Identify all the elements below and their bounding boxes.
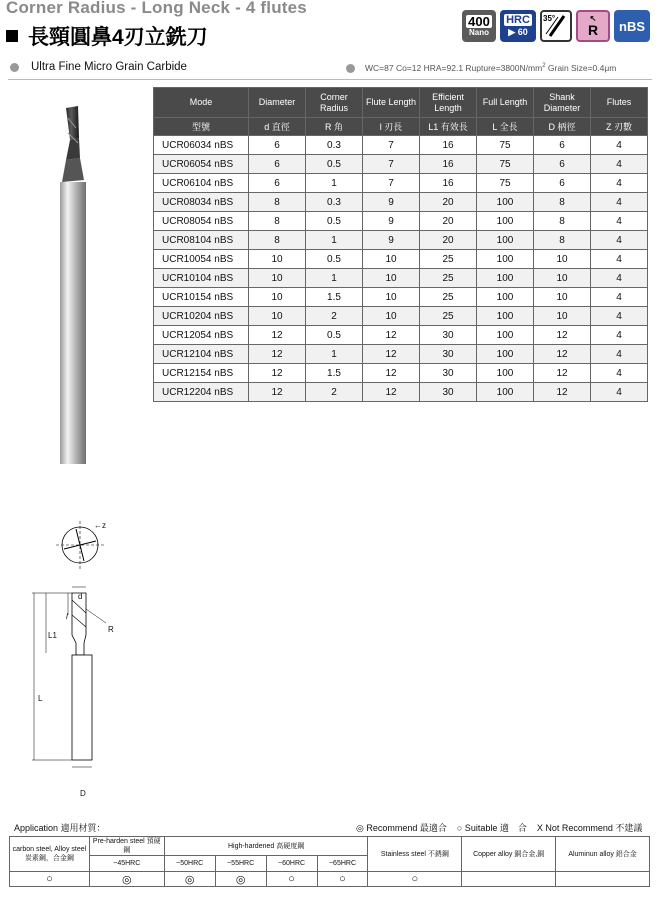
value-cell: 4 (591, 250, 648, 269)
column-header: Full Length (477, 88, 534, 118)
table-row (154, 250, 648, 269)
value-cell: 4 (591, 155, 648, 174)
diameter-d-label: d (78, 592, 83, 601)
value-cell: 100 (477, 288, 534, 307)
spec-sup: 2 (542, 63, 546, 70)
value-cell: 0.5 (306, 155, 363, 174)
table-row (154, 307, 648, 326)
table-row (154, 364, 648, 383)
coating-badge: nBS (614, 10, 650, 42)
model-cell: UCR06104 nBS (154, 174, 249, 193)
value-cell: 25 (420, 269, 477, 288)
value-cell: 0.3 (306, 136, 363, 155)
end-mill-photo (48, 88, 92, 464)
hrc-badge-value: ▶ 60 (508, 27, 528, 37)
application-rating: ◎ (215, 872, 266, 887)
nano-badge (462, 10, 496, 42)
application-rating: ◎ (164, 872, 215, 887)
value-cell: 12 (363, 383, 420, 402)
value-cell: 7 (363, 174, 420, 193)
model-cell: UCR08054 nBS (154, 212, 249, 231)
value-cell: 10 (534, 288, 591, 307)
table-row (154, 155, 648, 174)
app-col-highhard: High-hardened 高硬度鋼 (164, 837, 368, 856)
corner-radius-badge (576, 10, 610, 42)
legend-not-recommend: X Not Recommend 不建議 (536, 823, 643, 833)
value-cell: 12 (363, 326, 420, 345)
value-cell: 12 (249, 383, 306, 402)
value-cell: 25 (420, 250, 477, 269)
application-rating (462, 872, 556, 887)
value-cell: 100 (477, 383, 534, 402)
value-cell: 30 (420, 364, 477, 383)
model-cell: UCR06054 nBS (154, 155, 249, 174)
value-cell: 9 (363, 193, 420, 212)
model-cell: UCR08104 nBS (154, 231, 249, 250)
value-cell: 4 (591, 326, 648, 345)
column-subheader: Z 刃數 (591, 118, 648, 136)
value-cell: 12 (363, 364, 420, 383)
value-cell: 8 (534, 193, 591, 212)
app-col-aluminum: Aluminun alloy 鋁合金 (556, 837, 650, 872)
title-chinese-text: 長頸圓鼻4刃立銑刀 (28, 26, 208, 49)
value-cell: 20 (420, 193, 477, 212)
value-cell: 75 (477, 174, 534, 193)
value-cell: 7 (363, 136, 420, 155)
value-cell: 12 (534, 364, 591, 383)
bullet-icon (10, 63, 19, 72)
value-cell: 4 (591, 212, 648, 231)
hrc-badge (500, 10, 536, 42)
value-cell: 4 (591, 307, 648, 326)
nano-badge-label: Nano (469, 27, 489, 37)
material-line (10, 61, 187, 73)
value-cell: 100 (477, 250, 534, 269)
value-cell: 25 (420, 307, 477, 326)
value-cell: 12 (249, 364, 306, 383)
value-cell: 10 (363, 307, 420, 326)
value-cell: 6 (534, 155, 591, 174)
value-cell: 8 (534, 212, 591, 231)
value-cell: 10 (363, 269, 420, 288)
table-row (154, 269, 648, 288)
value-cell: 9 (363, 212, 420, 231)
column-header: Flutes (591, 88, 648, 118)
value-cell: 6 (249, 174, 306, 193)
table-row (154, 288, 648, 307)
application-rating: ◎ (89, 872, 164, 887)
value-cell: 16 (420, 174, 477, 193)
value-cell: 1 (306, 231, 363, 250)
column-header: Diameter (249, 88, 306, 118)
value-cell: 100 (477, 231, 534, 250)
value-cell: 16 (420, 155, 477, 174)
corner-r-label: R (108, 625, 114, 634)
application-rating: ○ (317, 872, 368, 887)
value-cell: 9 (363, 231, 420, 250)
model-cell: UCR10154 nBS (154, 288, 249, 307)
spec-tail: Grain Size=0.4μm (545, 63, 617, 73)
value-cell: 4 (591, 136, 648, 155)
app-sub-hrc: ~65HRC (317, 856, 368, 872)
value-cell: 1 (306, 345, 363, 364)
column-header: Shank Diameter (534, 88, 591, 118)
column-subheader: R 角 (306, 118, 363, 136)
value-cell: 6 (249, 136, 306, 155)
app-sub-hrc: ~60HRC (266, 856, 317, 872)
nano-badge-value: 400 (468, 13, 490, 29)
value-cell: 1.5 (306, 288, 363, 307)
app-col-stainless: Stainless steel 不銹鋼 (368, 837, 462, 872)
column-subheader: 型號 (154, 118, 249, 136)
value-cell: 6 (534, 174, 591, 193)
effective-length-label: L1 (48, 631, 57, 640)
value-cell: 4 (591, 383, 648, 402)
value-cell: 12 (363, 345, 420, 364)
table-row (154, 383, 648, 402)
application-rating: ○ (266, 872, 317, 887)
value-cell: 100 (477, 212, 534, 231)
value-cell: 100 (477, 307, 534, 326)
model-cell: UCR12054 nBS (154, 326, 249, 345)
column-header: Flute Length (363, 88, 420, 118)
model-cell: UCR10204 nBS (154, 307, 249, 326)
feature-badges (462, 10, 650, 42)
corner-radius-text: R (587, 22, 599, 38)
table-row (154, 345, 648, 364)
table-row (154, 231, 648, 250)
flute-length-label: l (66, 612, 68, 621)
model-cell: UCR08034 nBS (154, 193, 249, 212)
spec-line (346, 63, 616, 73)
value-cell: 4 (591, 288, 648, 307)
value-cell: 10 (249, 307, 306, 326)
value-cell: 10 (249, 269, 306, 288)
application-table (9, 836, 650, 887)
app-sub-hrc: ~55HRC (215, 856, 266, 872)
value-cell: 12 (249, 326, 306, 345)
app-sub-prehard: ~45HRC (89, 856, 164, 872)
value-cell: 10 (249, 250, 306, 269)
value-cell: 12 (534, 345, 591, 364)
value-cell: 1 (306, 174, 363, 193)
value-cell: 1.5 (306, 364, 363, 383)
product-spec-table (153, 87, 648, 402)
value-cell: 6 (534, 136, 591, 155)
value-cell: 30 (420, 326, 477, 345)
value-cell: 100 (477, 345, 534, 364)
full-length-label: L (38, 694, 43, 703)
value-cell: 4 (591, 269, 648, 288)
value-cell: 4 (591, 231, 648, 250)
value-cell: 75 (477, 155, 534, 174)
helix-angle-text: 35° (543, 14, 556, 23)
value-cell: 8 (249, 231, 306, 250)
app-sub-hrc: ~50HRC (164, 856, 215, 872)
value-cell: 10 (363, 288, 420, 307)
column-subheader: l 刃長 (363, 118, 420, 136)
value-cell: 30 (420, 383, 477, 402)
value-cell: 8 (249, 193, 306, 212)
app-col-copper: Copper alloy 銅合金,銅 (462, 837, 556, 872)
value-cell: 20 (420, 231, 477, 250)
value-cell: 10 (363, 250, 420, 269)
model-cell: UCR10054 nBS (154, 250, 249, 269)
value-cell: 100 (477, 364, 534, 383)
divider (8, 79, 652, 80)
value-cell: 75 (477, 136, 534, 155)
value-cell: 0.5 (306, 212, 363, 231)
value-cell: 100 (477, 269, 534, 288)
value-cell: 25 (420, 288, 477, 307)
value-cell: 4 (591, 193, 648, 212)
value-cell: 2 (306, 383, 363, 402)
column-header: Corner Radius (306, 88, 363, 118)
model-cell: UCR06034 nBS (154, 136, 249, 155)
value-cell: 4 (591, 174, 648, 193)
value-cell: 100 (477, 326, 534, 345)
value-cell: 7 (363, 155, 420, 174)
value-cell: 4 (591, 345, 648, 364)
model-cell: UCR10104 nBS (154, 269, 249, 288)
application-rating: ○ (10, 872, 90, 887)
value-cell: 2 (306, 307, 363, 326)
table-row (154, 326, 648, 345)
model-cell: UCR12154 nBS (154, 364, 249, 383)
value-cell: 4 (591, 364, 648, 383)
cross-section-diagram (52, 515, 122, 575)
legend-recommend: ◎ Recommend 最適合 (356, 823, 447, 833)
application-rating: ○ (368, 872, 462, 887)
application-label: Application 適用材質： (14, 823, 106, 833)
value-cell: 100 (477, 193, 534, 212)
value-cell: 6 (249, 155, 306, 174)
value-cell: 0.5 (306, 250, 363, 269)
value-cell: 12 (534, 326, 591, 345)
value-cell: 30 (420, 345, 477, 364)
application-legend (356, 821, 642, 834)
table-row (154, 193, 648, 212)
value-cell: 1 (306, 269, 363, 288)
spec-main: WC=87 Co=12 HRA=92.1 Rupture=3800N/mm (365, 63, 543, 73)
column-header: Mode (154, 88, 249, 118)
value-cell: 12 (534, 383, 591, 402)
column-subheader: L 全長 (477, 118, 534, 136)
spec-text (365, 63, 616, 73)
value-cell: 20 (420, 212, 477, 231)
helix-angle-badge (540, 10, 572, 42)
dimension-diagram (28, 585, 128, 795)
value-cell: 8 (249, 212, 306, 231)
corner-arrow-icon: ↖ (589, 14, 597, 23)
title-square-icon (6, 30, 18, 42)
value-cell: 16 (420, 136, 477, 155)
app-col-carbon: carbon steel, Alloy steel 炭素鋼，合金鋼 (10, 837, 90, 872)
title-english: Corner Radius - Long Neck - 4 flutes (6, 0, 307, 17)
table-row (154, 136, 648, 155)
column-header: Efficient Length (420, 88, 477, 118)
value-cell: 0.5 (306, 326, 363, 345)
value-cell: 0.3 (306, 193, 363, 212)
value-cell: 12 (249, 345, 306, 364)
value-cell: 10 (534, 250, 591, 269)
column-subheader: D 柄徑 (534, 118, 591, 136)
rotation-label: ←z (94, 521, 106, 530)
model-cell: UCR12204 nBS (154, 383, 249, 402)
bullet-icon (346, 64, 355, 73)
app-col-prehard: Pre-harden steel 預硬鋼 (89, 837, 164, 856)
application-rating (556, 872, 650, 887)
value-cell: 8 (534, 231, 591, 250)
column-subheader: d 直徑 (249, 118, 306, 136)
legend-suitable: ○ Suitable 適 合 (456, 823, 527, 833)
value-cell: 10 (249, 288, 306, 307)
model-cell: UCR12104 nBS (154, 345, 249, 364)
title-chinese (6, 21, 208, 51)
material-text: Ultra Fine Micro Grain Carbide (31, 61, 187, 73)
table-row (154, 212, 648, 231)
shank-d-label: D (80, 789, 86, 798)
hrc-badge-label: HRC (506, 14, 530, 26)
value-cell: 10 (534, 269, 591, 288)
value-cell: 10 (534, 307, 591, 326)
column-subheader: L1 有效長 (420, 118, 477, 136)
table-row (154, 174, 648, 193)
